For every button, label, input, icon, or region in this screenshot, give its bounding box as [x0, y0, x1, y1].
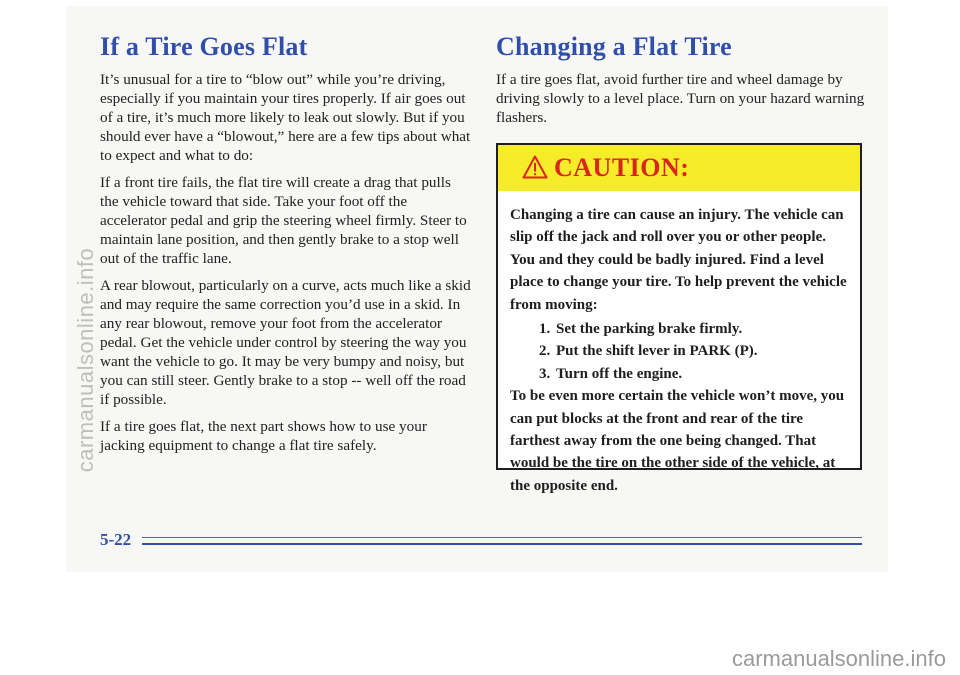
left-heading: If a Tire Goes Flat	[100, 32, 308, 61]
caution-step: 3. Turn off the engine.	[554, 363, 852, 385]
right-heading: Changing a Flat Tire	[496, 32, 732, 61]
right-column	[496, 70, 868, 135]
left-paragraph: If a front tire fails, the flat tire will create a drag that pulls the vehicle toward that side. Take your foot off the accelerator pedal and grip the steering wheel firmly. Steer to maintain lane position, and then gently brake to a stop well out of the traffic lane.	[100, 174, 467, 267]
caution-body	[510, 204, 852, 497]
bottom-watermark: carmanualsonline.info	[731, 646, 946, 671]
right-intro: If a tire goes flat, avoid further tire and wheel damage by driving slowly to a level place. Turn on your hazard warning flashers.	[496, 71, 865, 126]
left-paragraph: A rear blowout, particularly on a curve, acts much like a skid and may require the same correction you’d use in a skid. In any rear blowout, remove your foot from the accelerator pedal. Get the vehicle under control by steering the way you want the vehicle to go. It may be very bumpy and noisy, but you can still steer. Gently brake to a stop -- well off the road if possible.	[100, 277, 471, 408]
caution-steps	[510, 318, 852, 385]
caution-title: CAUTION:	[554, 153, 690, 182]
caution-step: 2. Put the shift lever in PARK (P).	[554, 340, 852, 362]
left-paragraph: If a tire goes flat, the next part shows how to use your jacking equipment to change a flat tire safely.	[100, 418, 427, 454]
warning-triangle-icon	[522, 155, 548, 179]
page-number: 5-22	[100, 530, 132, 549]
caution-lead: Changing a tire can cause an injury. The vehicle can slip off the jack and roll over you or other people. You and they could be badly injured. Find a level place to change your tire. To help prevent the vehicle from moving:	[510, 207, 847, 313]
caution-header	[498, 145, 860, 191]
footer-rule-thick	[142, 543, 862, 545]
caution-box	[496, 143, 862, 494]
caution-step: 1. Set the parking brake firmly.	[554, 318, 852, 340]
caution-closing: To be even more certain the vehicle won’t move, you can put blocks at the front and rear of the tire farthest away from the one being changed. That would be the tire on the other side of the vehicle, at the opposite end.	[510, 388, 845, 494]
left-column	[100, 70, 472, 463]
footer-rule	[142, 537, 862, 538]
side-watermark: carmanualsonline.info	[73, 247, 98, 473]
left-paragraph: It’s unusual for a tire to “blow out” while you’re driving, especially if you maintain your tires properly. If air goes out of a tire, it’s much more likely to leak out slowly. But if you should ever have a “blowout,” here are a few tips about what to expect and what to do:	[100, 71, 471, 164]
